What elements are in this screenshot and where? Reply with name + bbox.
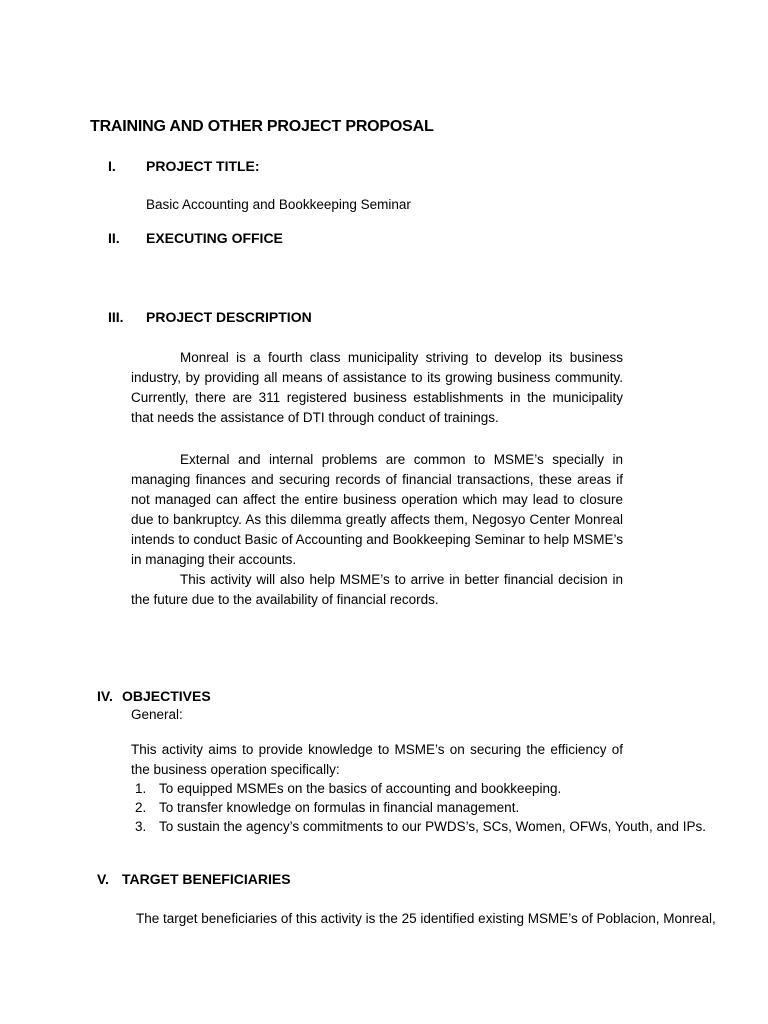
section-4-title: OBJECTIVES [122, 688, 211, 704]
list-item-text: To equipped MSMEs on the basics of accounting and bookkeeping. [159, 781, 562, 796]
list-item-number: 2. [135, 800, 147, 815]
section-2-title: EXECUTING OFFICE [146, 230, 283, 246]
section-5-title: TARGET BENEFICIARIES [122, 871, 291, 887]
list-item-number: 3. [135, 819, 147, 834]
objectives-intro: This activity aims to provide knowledge to MSME’s on securing the efficiency of the business operation specifically: [131, 742, 623, 777]
list-item [131, 798, 691, 817]
beneficiaries-text: The target beneficiaries of this activity is the 25 identified existing MSME’s of Poblacion, Monreal, [136, 911, 716, 926]
section-2-number: II. [108, 230, 120, 246]
list-item-text: To transfer knowledge on formulas in financial management. [159, 800, 520, 815]
list-item [131, 779, 691, 798]
section-3-number: III. [108, 309, 124, 325]
description-paragraph-3: This activity will also help MSME’s to arrive in better financial decision in the future due to the availability of financial records. [131, 572, 623, 607]
list-item [131, 817, 706, 836]
section-3-title: PROJECT DESCRIPTION [146, 309, 312, 325]
list-item-text: To sustain the agency’s commitments to our PWDS’s, SCs, Women, OFWs, Youth, and IPs. [159, 819, 706, 834]
section-1-title: PROJECT TITLE: [146, 158, 260, 174]
document-heading: TRAINING AND OTHER PROJECT PROPOSAL [90, 118, 434, 135]
description-paragraph-1: Monreal is a fourth class municipality striving to develop its business industry, by providing all means of assistance to its growing business community. Currently, there are 311 registered business establishments in the municipality that needs the assistance of DTI through conduct of trainings. [131, 350, 623, 425]
section-5-number: V. [97, 871, 109, 887]
project-title-value: Basic Accounting and Bookkeeping Seminar [146, 197, 411, 212]
objectives-list [131, 779, 706, 836]
description-paragraph-2: External and internal problems are common to MSME’s specially in managing finances and securing records of financial transactions, these areas if not managed can affect the entire business operation which may lead to closure due to bankruptcy. As this dilemma greatly affects them, Negosyo Center Monreal intends to conduct Basic of Accounting and Bookkeeping Seminar to help MSME’s in managing their accounts. [131, 452, 623, 567]
section-4-number: IV. [97, 688, 113, 704]
section-1-number: I. [108, 158, 116, 174]
list-item-number: 1. [135, 781, 147, 796]
objectives-general-label: General: [131, 707, 183, 722]
